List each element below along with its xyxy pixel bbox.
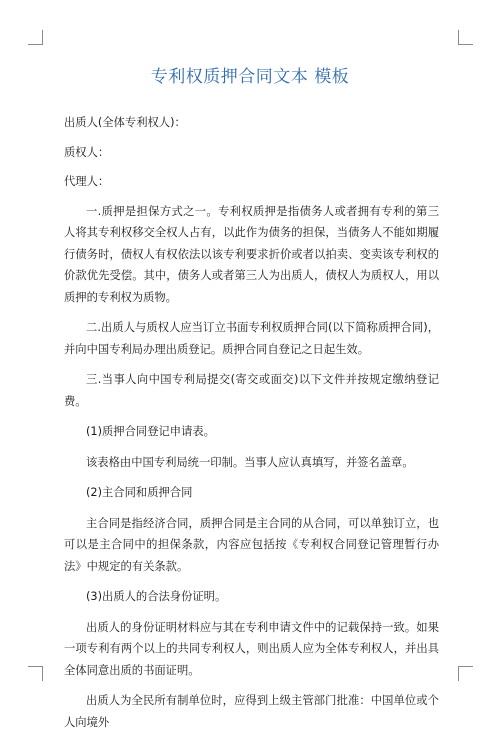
document-title: 专利权质押合同文本 模板 [150,67,350,87]
paragraph: 质权人： [64,145,110,159]
paragraph: 一.质押是担保方式之一。专利权质押是指债务人或者拥有专利的第三人将其专利权移交全权人占有，以此作为债务的担保，当债务人不能如期履行债务时，债权人有权依法以该专利要求折价或者以拍卖、变卖该专利权的价款优先受偿。其中，债务人或者第三人为出质人，债权人为质权人，用以质押的专利权为质物。 [64,204,439,304]
paragraph: (2)主合同和质押合同 [86,486,193,499]
paragraph: 二.出质人与质权人应当订立书面专利权质押合同(以下简称质押合同)，并向中国专利局办理出质登记。质押合同自登记之日起生效。 [64,321,439,356]
paragraph: 出质人为全民所有制单位时，应得到上级主管部门批准：中国单位或个人向境外 [64,694,439,729]
paragraph: (1)质押合同登记申请表。 [86,425,215,438]
crop-mark-top-right [458,30,473,45]
paragraph: (3)出质人的合法身份证明。 [86,590,227,603]
crop-mark-top-left [28,30,43,45]
paragraph: 代理人： [64,175,110,188]
paragraph: 三.当事人向中国专利局提交(寄交或面交)以下文件并按规定缴纳登记费。 [64,373,439,408]
paragraph: 出质人的身份证明材料应与其在专利申请文件中的记载保持一致。如果一项专利有两个以上的共同专利权人，则出质人应为全体专利权人，并出具全体同意出质的书面证明。 [64,620,439,677]
document-body [64,112,439,742]
paragraph: 该表格由中国专利局统一印制。当事人应认真填写，并签名盖章。 [86,455,414,469]
crop-mark-bottom-left [28,666,43,681]
paragraph: 主合同是指经济合同，质押合同是主合同的从合同，可以单独订立，也可以是主合同中的担保条款，内容应包括按《专利权合同登记管理暂行办法》中规定的有关条款。 [64,516,439,573]
paragraph: 出质人(全体专利权人)： [64,116,186,129]
crop-mark-bottom-right [458,666,473,681]
